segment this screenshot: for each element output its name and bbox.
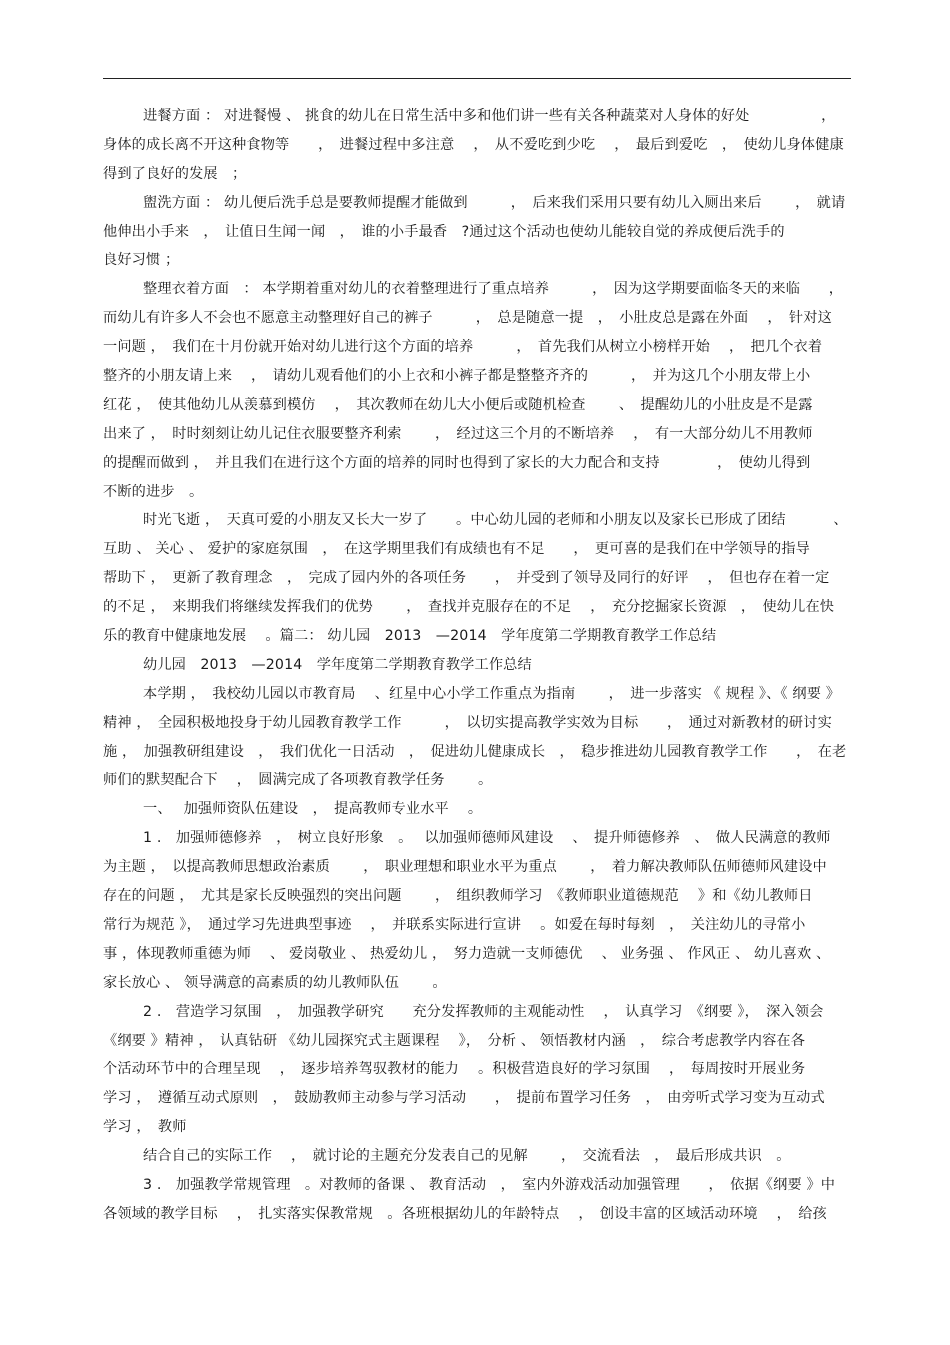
- text-line: 结合自己的实际工作 ， 就讨论的主题充分发表自己的见解 ， 交流看法 ， 最后形成共识 。: [143, 1148, 791, 1165]
- text-line: 各领域的教学目标 ， 扎实落实保教常规 。各班根据幼儿的年龄特点 ， 创设丰富的区域活动环境 ， 给孩: [103, 1205, 827, 1222]
- text-line: 进餐方面 ： 对进餐慢 、 挑食的幼儿在日常生活中多和他们讲一些有关各种蔬菜对人身体的好处 ，: [143, 108, 836, 124]
- text-line: 良好习惯 ；: [103, 252, 180, 269]
- text-line: 事 ，体现教师重德为师 、 爱岗敬业 、 热爱幼儿 ， 努力造就一支师德优 、 业务强 、 作风正 、 幼儿喜欢 、: [103, 945, 831, 962]
- text-line: 互助 、 关心 、 爱护的家庭氛围 ， 在这学期里我们有成绩也有不足 ， 更可喜的是我们在中学领导的指导: [103, 541, 810, 558]
- text-line: 红花 ， 使其他幼儿从羡慕到模仿 ， 其次教师在幼儿大小便后或随机检查 、 提醒幼儿的小肚皮是不是露: [103, 396, 813, 413]
- body-text: [103, 102, 851, 1229]
- text-line: 一、 加强师资队伍建设 ， 提高教师专业水平 。: [143, 801, 483, 818]
- text-line: 帮助下 ， 更新了教育理念 ， 完成了园内外的各项任务 ， 并受到了领导及同行的好评 ， 但也存在着一定: [103, 570, 830, 587]
- text-line: 身体的成长离不开这种食物等 ， 进餐过程中多注意 ， 从不爱吃到少吃 ， 最后到爱吃 ， 使幼儿身体健康: [103, 136, 844, 153]
- text-line: 常行为规范 》， 通过学习先进典型事迹 ， 并联系实际进行宣讲 。如爱在每时每刻 ， 关注幼儿的寻常小: [103, 916, 806, 933]
- text-line: 3 . 加强教学常规管理 。对教师的备课 、 教育活动 ， 室内外游戏活动加强管理 ， 依据《纲要 》中: [143, 1176, 836, 1193]
- text-line: 整齐的小朋友请上来 ， 请幼儿观看他们的小上衣和小裤子都是整整齐齐的 ， 并为这几个小朋友带上小: [103, 368, 811, 385]
- text-line: 为主题 ， 以提高教师思想政治素质 ， 职业理想和职业水平为重点 ， 着力解决教师队伍师德师风建设中: [103, 859, 827, 876]
- text-line: 他伸出小手来 ， 让值日生闻一闻 ， 谁的小手最香 ?通过这个活动也使幼儿能较自觉的养成便后洗手的: [103, 223, 785, 240]
- text-line: 精神 ， 全园积极地投身于幼儿园教育教学工作 ， 以切实提高教学实效为目标 ， 通过对新教材的研讨实: [103, 714, 832, 731]
- text-line: 本学期 ， 我校幼儿园以市教育局 、红星中心小学工作重点为指南 ， 进一步落实 《 规程 》、《 纲要 》: [143, 685, 841, 702]
- header-rule: [103, 78, 851, 79]
- text-line: 1 . 加强师德修养 ， 树立良好形象 。 以加强师德师风建设 、 提升师德修养 、 做人民满意的教师: [143, 830, 831, 847]
- text-line: 施 ， 加强教研组建设 ， 我们优化一日活动 ， 促进幼儿健康成长 ， 稳步推进幼儿园教育教学工作 ， 在老: [103, 743, 847, 760]
- text-line: 的不足 ， 来期我们将继续发挥我们的优势 ， 查找并克服存在的不足 ， 充分挖掘家长资源 ， 使幼儿在快: [103, 599, 835, 616]
- text-line: 学习 ， 教师: [103, 1119, 187, 1136]
- text-line: 《纲要 》精神 ， 认真钻研 《幼儿园探究式主题课程 》， 分析 、 领悟教材内涵 ， 综合考虑教学内容在各: [103, 1032, 806, 1049]
- text-line: 个活动环节中的合理呈现 ， 逐步培养驾驭教材的能力 。积极营造良好的学习氛围 ， 每周按时开展业务: [103, 1061, 806, 1078]
- text-line: 得到了良好的发展 ；: [103, 165, 247, 182]
- text-line: 一问题 ， 我们在十月份就开始对幼儿进行这个方面的培养 ， 首先我们从树立小榜样开始 ， 把几个衣着: [103, 339, 823, 356]
- text-line: 2 . 营造学习氛围 ， 加强教学研究 充分发挥教师的主观能动性 ， 认真学习 《纲要 》， 深入领会: [143, 1003, 824, 1020]
- text-line: 存在的问题 ， 尤其是家长反映强烈的突出问题 ， 组织教师学习 《教师职业道德规范 》和《幼儿教师日: [103, 888, 813, 905]
- text-line: 时光飞逝 ， 天真可爱的小朋友又长大一岁了 。中心幼儿园的老师和小朋友以及家长已形成了团结 、: [143, 512, 848, 529]
- text-line: 盥洗方面 ： 幼儿便后洗手总是要教师提醒才能做到 ， 后来我们采用只要有幼儿入厕出来后 ， 就请: [143, 194, 846, 211]
- text-line: 乐的教育中健康地发展 。篇二： 幼儿园 2013 —2014 学年度第二学期教育教学工作总结: [103, 628, 717, 645]
- text-line: 幼儿园 2013 —2014 学年度第二学期教育教学工作总结: [143, 656, 532, 673]
- text-line: 整理衣着方面 ： 本学期着重对幼儿的衣着整理进行了重点培养 ， 因为这学期要面临冬天的来临 ，: [143, 281, 844, 298]
- text-line: 师们的默契配合下 ， 圆满完成了各项教育教学任务 。: [103, 772, 493, 789]
- text-line: 出来了 ， 时时刻刻让幼儿记住衣服要整齐利索 ， 经过这三个月的不断培养 ， 有一大部分幼儿不用教师: [103, 425, 813, 442]
- text-line: 的提醒而做到 ， 并且我们在进行这个方面的培养的同时也得到了家长的大力配合和支持 ， 使幼儿得到: [103, 454, 811, 471]
- text-line: 家长放心 、 领导满意的高素质的幼儿教师队伍 。: [103, 974, 447, 991]
- text-line: 学习 ， 遵循互动式原则 ， 鼓励教师主动参与学习活动 ， 提前布置学习任务 ， 由旁听式学习变为互动式: [103, 1090, 825, 1107]
- text-line: 而幼儿有许多人不会也不愿意主动整理好自己的裤子 ， 总是随意一提 ， 小肚皮总是露在外面 ， 针对这: [103, 310, 832, 327]
- text-line: 不断的进步 。: [103, 483, 204, 500]
